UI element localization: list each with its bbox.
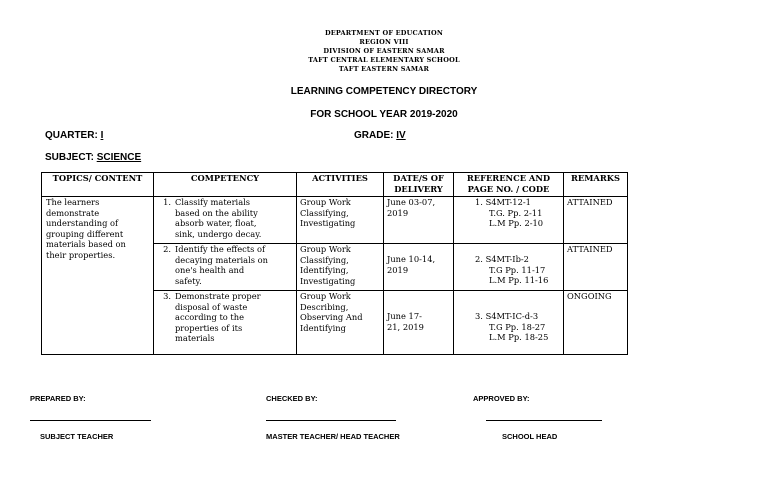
remarks-cell: ATTAINED bbox=[564, 244, 628, 291]
header-competency: COMPETENCY bbox=[154, 173, 297, 197]
prepared-by-label: PREPARED BY: bbox=[30, 394, 86, 403]
reference-cell: 2. S4MT-Ib-2 T.G Pp. 11-17 L.M Pp. 11-16 bbox=[454, 244, 564, 291]
activities-cell: Group Work Describing, Observing And Identifying bbox=[297, 291, 384, 355]
table-row bbox=[42, 197, 628, 244]
header-department: DEPARTMENT OF EDUCATION bbox=[324, 29, 444, 37]
header-region: REGION VIII bbox=[359, 38, 409, 46]
school-year: FOR SCHOOL YEAR 2019-2020 bbox=[310, 109, 458, 120]
competency-cell: 3. Demonstrate proper disposal of waste according to the properties of its materials bbox=[154, 291, 297, 355]
competency-table bbox=[41, 172, 628, 355]
grade-field bbox=[354, 130, 406, 141]
date-cell: June 17- 21, 2019 bbox=[384, 291, 454, 355]
subject-label: SUBJECT: bbox=[45, 152, 94, 163]
competency-cell: 1. Classify materials based on the ability absorb water, float, sink, undergo decay. bbox=[154, 197, 297, 244]
master-teacher-label: MASTER TEACHER/ HEAD TEACHER bbox=[266, 432, 400, 441]
date-cell: June 03-07, 2019 bbox=[384, 197, 454, 244]
header-date: DATE/S OF DELIVERY bbox=[384, 173, 454, 197]
subject-value: SCIENCE bbox=[96, 152, 142, 163]
approved-signature-line bbox=[486, 420, 602, 421]
quarter-label: QUARTER: bbox=[45, 130, 98, 141]
document-title: LEARNING COMPETENCY DIRECTORY bbox=[290, 86, 478, 97]
checked-by-label: CHECKED BY: bbox=[266, 394, 318, 403]
topic-content: The learners demonstrate understanding of grouping different materials based on their properties. bbox=[42, 197, 154, 355]
activities-cell: Group Work Classifying, Identifying, Investigating bbox=[297, 244, 384, 291]
grade-label: GRADE: bbox=[354, 130, 394, 141]
header-school: TAFT CENTRAL ELEMENTARY SCHOOL bbox=[308, 56, 460, 64]
subject-field bbox=[45, 152, 141, 163]
reference-cell: 3. S4MT-IC-d-3 T.G Pp. 18-27 L.M Pp. 18-25 bbox=[454, 291, 564, 355]
subject-teacher-label: SUBJECT TEACHER bbox=[40, 432, 114, 441]
checked-signature-line bbox=[266, 420, 396, 421]
header-topics: TOPICS/ CONTENT bbox=[42, 173, 154, 197]
activities-cell: Group Work Classifying, Investigating bbox=[297, 197, 384, 244]
quarter-value: I bbox=[100, 130, 104, 141]
header-location: TAFT EASTERN SAMAR bbox=[338, 65, 430, 73]
prepared-signature-line bbox=[30, 420, 151, 421]
header-remarks: REMARKS bbox=[564, 173, 628, 197]
quarter-field bbox=[45, 130, 103, 141]
header-division: DIVISION OF EASTERN SAMAR bbox=[323, 47, 445, 55]
remarks-cell: ATTAINED bbox=[564, 197, 628, 244]
remarks-cell: ONGOING bbox=[564, 291, 628, 355]
grade-value: IV bbox=[396, 130, 406, 141]
approved-by-label: APPROVED BY: bbox=[473, 394, 530, 403]
date-cell: June 10-14, 2019 bbox=[384, 244, 454, 291]
header-reference: REFERENCE AND PAGE NO. / CODE bbox=[454, 173, 564, 197]
competency-cell: 2. Identify the effects of decaying materials on one's health and safety. bbox=[154, 244, 297, 291]
school-head-label: SCHOOL HEAD bbox=[502, 432, 558, 441]
header-activities: ACTIVITIES bbox=[297, 173, 384, 197]
table-header-row bbox=[42, 173, 628, 197]
reference-cell: 1. S4MT-12-1 T.G. Pp. 2-11 L.M Pp. 2-10 bbox=[454, 197, 564, 244]
